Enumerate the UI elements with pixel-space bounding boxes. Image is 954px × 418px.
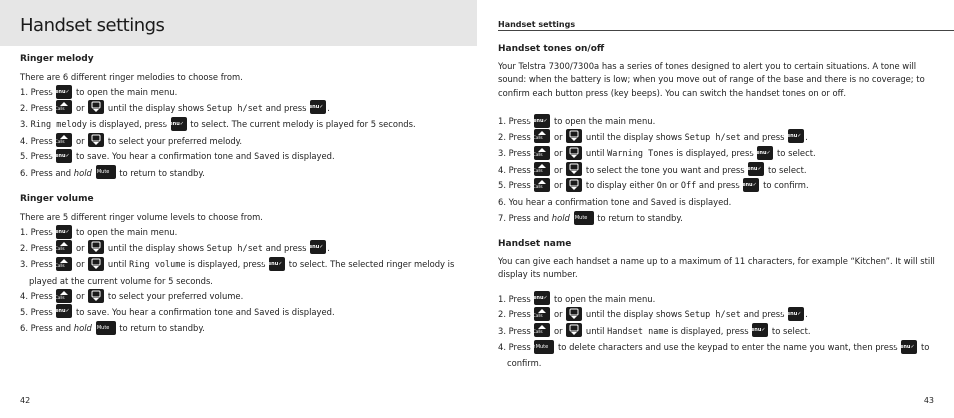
step-text: 2. Press — [498, 131, 534, 142]
step-text: until the display shows — [583, 309, 685, 320]
step-text: is displayed, press — [185, 259, 269, 269]
step-text: until the display shows — [105, 102, 207, 113]
calls-key-icon — [56, 133, 72, 147]
display-text: Setup h/set — [684, 310, 741, 321]
menu-key-icon: Menu✓ — [788, 307, 804, 321]
step-text: or — [73, 102, 88, 113]
step-text: or — [73, 291, 88, 301]
step-text: 2. Press — [498, 309, 534, 320]
step-text: to select. — [774, 148, 816, 159]
menu-key-icon: Menu✓ — [56, 304, 72, 318]
step-text: 7. Press and — [498, 213, 552, 224]
display-text: Setup h/set — [206, 243, 263, 254]
step-text: is displayed. — [676, 196, 732, 207]
ringer-melody-section — [20, 52, 460, 181]
step-text: 2. Press — [20, 242, 56, 253]
ringer-melody-heading: Ringer melody — [20, 54, 94, 64]
step-text: 6. Press and — [20, 323, 74, 333]
phonebook-key-icon — [88, 289, 104, 303]
step-item — [498, 146, 938, 163]
step-item — [20, 101, 460, 118]
emphasis-text: hold — [73, 323, 92, 333]
phonebook-key-icon — [566, 162, 582, 176]
step-item — [498, 178, 938, 195]
calls-key-icon — [534, 323, 550, 337]
step-text: to select the tone you want and press — [583, 164, 748, 175]
emphasis-text: hold — [551, 213, 570, 224]
phonebook-key-icon — [566, 323, 582, 337]
step-text: to open the main menu. — [551, 116, 656, 127]
menu-key-icon: Menu✓ — [901, 340, 917, 354]
step-text: 4. Press — [498, 342, 534, 353]
page-number-left: 42 — [20, 396, 31, 405]
step-item — [498, 292, 938, 308]
step-text: or — [73, 259, 88, 269]
step-item — [20, 149, 460, 166]
step-text: to return to standby. — [116, 323, 205, 333]
header-rule — [498, 30, 954, 31]
step-text: 1. Press — [498, 116, 534, 127]
menu-key-icon: Menu✓ — [310, 240, 326, 254]
step-text: to select your preferred volume. — [105, 291, 244, 301]
step-item — [498, 324, 938, 341]
step-text: 1. Press — [498, 293, 534, 304]
step-text: to return to standby. — [594, 213, 683, 224]
step-item — [20, 289, 460, 305]
display-text: Ring melody — [30, 120, 87, 130]
phonebook-key-icon — [566, 146, 582, 160]
step-text: . — [805, 309, 808, 320]
step-text: or — [551, 164, 566, 175]
phonebook-key-icon — [566, 307, 582, 321]
menu-key-icon: Menu✓ — [752, 323, 768, 337]
display-text: Setup h/set — [684, 132, 741, 143]
step-text: to select. — [769, 325, 811, 336]
step-text: 4. Press — [20, 135, 56, 146]
ringer-volume-steps — [20, 225, 460, 337]
step-text: or — [666, 180, 681, 191]
step-text: until — [583, 325, 608, 336]
step-text: or — [551, 309, 566, 320]
menu-key-icon: Menu✓ — [757, 146, 773, 160]
phonebook-key-icon — [88, 257, 104, 271]
menu-key-icon: Menu✓ — [788, 129, 804, 143]
step-text: to confirm. — [507, 342, 930, 368]
display-text: Warning Tones — [607, 149, 674, 160]
phonebook-key-icon — [566, 129, 582, 143]
mute-key-icon: ✕Mute — [574, 211, 594, 225]
menu-key-icon: Menu✓ — [56, 85, 72, 99]
step-text: 4. Press — [20, 291, 56, 301]
display-text: Setup h/set — [206, 103, 263, 114]
step-text: 5. Press — [20, 306, 56, 317]
step-text: to save. You hear a confirmation tone and — [73, 151, 255, 161]
step-item — [498, 340, 938, 371]
calls-key-icon — [56, 289, 72, 303]
emphasis-text: hold — [73, 167, 92, 178]
step-text: or — [551, 325, 566, 336]
step-text: to open the main menu. — [73, 87, 178, 97]
calls-key-icon — [534, 129, 550, 143]
step-text: until — [583, 148, 608, 159]
ringer-melody-steps — [20, 85, 460, 181]
menu-key-icon: Menu✓ — [269, 257, 285, 271]
step-text: 3. Press — [20, 259, 56, 269]
step-text: and press — [262, 242, 310, 253]
calls-key-label: Calls — [55, 262, 65, 268]
calls-key-label: Calls — [55, 246, 65, 251]
mute-key-icon: ✕Mute — [534, 340, 554, 354]
display-text: Off — [680, 181, 697, 192]
calls-key-icon — [534, 162, 550, 176]
step-item — [498, 211, 938, 227]
step-text: or — [551, 180, 566, 191]
step-text: . — [327, 102, 330, 113]
page-title: Handset settings — [20, 15, 165, 36]
step-item — [20, 321, 460, 337]
handset-name-section — [498, 237, 938, 371]
step-text: and press — [262, 102, 310, 113]
step-text: is displayed, press — [673, 148, 757, 159]
step-text: to select. — [765, 164, 807, 175]
step-item — [20, 257, 460, 289]
ringer-volume-section — [20, 192, 460, 337]
calls-key-label: Calls — [533, 168, 543, 174]
mute-key-icon: ✕Mute — [96, 321, 116, 335]
calls-key-label: Calls — [533, 312, 543, 318]
step-text: to confirm. — [760, 180, 809, 191]
step-text: 2. Press — [20, 102, 56, 113]
calls-key-icon — [56, 257, 72, 271]
ringer-volume-intro: There are 5 different ringer volume levels to choose from. — [20, 211, 263, 222]
step-item — [20, 117, 460, 134]
display-text: Ring volume — [129, 260, 186, 270]
step-text: . — [327, 242, 330, 253]
step-item — [20, 225, 460, 241]
step-text: to select your preferred melody. — [105, 135, 243, 146]
calls-key-icon — [534, 307, 550, 321]
step-text: 1. Press — [20, 227, 56, 237]
calls-key-label: Calls — [533, 183, 543, 189]
handset-name-heading: Handset name — [498, 239, 572, 249]
step-text: to open the main menu. — [73, 227, 178, 237]
menu-key-icon: Menu✓ — [310, 100, 326, 114]
step-text: or — [551, 131, 566, 142]
phonebook-key-icon — [88, 100, 104, 114]
menu-key-icon: Menu✓ — [743, 178, 759, 192]
menu-key-icon: Menu✓ — [748, 162, 764, 176]
step-text: is displayed, press — [668, 325, 752, 336]
step-text: is displayed. — [279, 151, 335, 161]
step-item — [20, 134, 460, 150]
calls-key-label: Calls — [55, 106, 65, 111]
calls-key-label: Calls — [55, 139, 65, 144]
step-item — [20, 305, 460, 322]
menu-key-icon: Menu✓ — [534, 114, 550, 128]
step-text: 3. Press — [498, 148, 534, 159]
handset-tones-intro: Your Telstra 7300/7300a has a series of tones designed to alert you to certain situations. A tone will sound: when the battery is low; when you move out of range of the base and there is no coverage; to confirm each button press (key beeps). You can switch the handset tones on or off. — [498, 60, 925, 98]
step-item — [498, 195, 938, 212]
mute-key-icon: ✕Mute — [96, 165, 116, 179]
step-text: or — [73, 135, 88, 146]
calls-key-label: Calls — [533, 135, 543, 141]
step-text: is displayed. — [279, 306, 335, 317]
step-text: to delete characters and use the keypad to enter the name you want, then press — [555, 342, 901, 353]
handset-tones-heading: Handset tones on/off — [498, 44, 605, 54]
ringer-volume-heading: Ringer volume — [20, 194, 94, 204]
phonebook-key-icon — [88, 240, 104, 254]
handset-tones-section — [498, 42, 938, 227]
step-text: 5. Press — [498, 180, 534, 191]
display-text: Saved — [254, 307, 280, 318]
handset-name-steps — [498, 292, 938, 372]
step-item — [498, 163, 938, 179]
step-text: to open the main menu. — [551, 293, 656, 304]
step-text: until the display shows — [583, 131, 685, 142]
calls-key-icon — [534, 146, 550, 160]
display-text: On — [656, 181, 667, 192]
handset-tones-steps — [498, 114, 938, 227]
step-text: 5. Press — [20, 151, 56, 161]
calls-key-icon — [534, 178, 550, 192]
step-text: until — [105, 259, 130, 269]
step-text: 4. Press — [498, 164, 534, 175]
phonebook-key-icon — [88, 133, 104, 147]
step-text: or — [551, 148, 566, 159]
menu-key-icon: Menu✓ — [56, 225, 72, 239]
step-text: 6. Press and — [20, 167, 74, 178]
step-text: is displayed, press — [86, 119, 170, 129]
step-item — [498, 307, 938, 324]
step-text: to display either — [583, 180, 657, 191]
menu-key-icon: Menu✓ — [171, 117, 187, 131]
step-text: to select. The current melody is played for 5 seconds. — [187, 119, 416, 129]
step-text: until the display shows — [105, 242, 207, 253]
step-text: 6. You hear a confirmation tone and — [498, 196, 651, 207]
step-text: 3. Press — [498, 325, 534, 336]
step-text: to save. You hear a confirmation tone and — [73, 306, 255, 317]
page-number-right: 43 — [923, 396, 934, 405]
step-text: . — [805, 131, 808, 142]
step-item — [20, 241, 460, 258]
step-text: and press — [740, 309, 788, 320]
menu-key-icon: Menu✓ — [534, 291, 550, 305]
display-text: Saved — [254, 152, 280, 162]
step-item — [498, 130, 938, 147]
step-item — [20, 166, 460, 182]
display-text: Saved — [650, 197, 677, 208]
step-text: 3. — [20, 119, 31, 129]
step-item — [498, 114, 938, 130]
running-head: Handset settings — [498, 20, 576, 29]
step-text: 1. Press — [20, 87, 56, 97]
display-text: Handset name — [607, 326, 669, 337]
ringer-melody-intro: There are 6 different ringer melodies to choose from. — [20, 71, 243, 82]
calls-key-icon — [56, 240, 72, 254]
handset-name-intro: You can give each handset a name up to a maximum of 11 characters, for example “Kitchen”. It will still display its number. — [498, 255, 935, 280]
step-item — [20, 85, 460, 101]
right-page — [477, 0, 954, 418]
step-text: to select. The selected ringer melody is played at the current volume for 5 seconds. — [29, 259, 455, 286]
step-text: and press — [696, 180, 743, 191]
step-text: and press — [740, 131, 788, 142]
calls-key-icon — [56, 100, 72, 114]
menu-key-icon: Menu✓ — [56, 149, 72, 163]
step-text: to return to standby. — [116, 167, 205, 178]
step-text: or — [73, 242, 88, 253]
calls-key-label: Calls — [533, 329, 543, 335]
phonebook-key-icon — [566, 178, 582, 192]
calls-key-label: Calls — [533, 151, 543, 157]
calls-key-label: Calls — [55, 294, 65, 300]
